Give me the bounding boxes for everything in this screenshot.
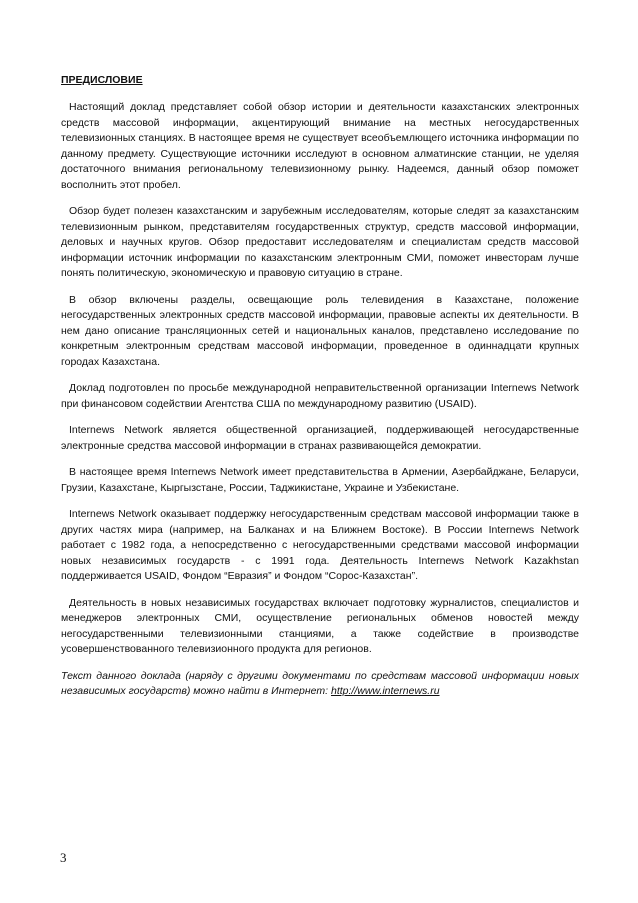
document-page — [61, 73, 579, 700]
page-number: 3 — [60, 850, 67, 865]
paragraph-6: В настоящее время Internews Network имеет представительства в Армении, Азербайджане, Беларуси, Грузии, Казахстане, Кыргызстане, России, Таджикистане, Украине и Узбекистане. — [61, 466, 579, 494]
paragraph-2: Обзор будет полезен казахстанским и зарубежным исследователям, которые следят за казахстанским телевизионным рынком, представителям государственных структур, средств массовой информации, деловых и научных кругов. Обзор предоставит исследователям и специалистам средств массовой информации источник информации по казахстанским электронным СМИ, поможет инвесторам лучше понять политическую, экономическую и правовую ситуацию в стране. — [61, 205, 579, 279]
paragraph-3: В обзор включены разделы, освещающие роль телевидения в Казахстане, положение негосударственных электронных средств массовой информации, правовые аспекты их деятельности. В нем дано описание трансляционных сетей и национальных каналов, представлено исследование по конкретным электронным средствам массовой информации, проведенное в одиннадцати крупных городах Казахстана. — [61, 293, 579, 368]
internews-link[interactable]: http://www.internews.ru — [330, 685, 440, 697]
paragraph-1: Настоящий доклад представляет собой обзор истории и деятельности казахстанских электронных средств массовой информации, акцентирующий внимание на местных негосударственных телевизионных станциях. В настоящее время не существует всеобъемлющего источника информации по данному предмету. Существующие источники исследуют в основном алматинские станции, не уделяя достаточного внимания региональному телевизионному рынку. Надеемся, данный обзор поможет восполнить этот пробел. — [61, 101, 579, 191]
paragraph-8: Деятельность в новых независимых государствах включает подготовку журналистов, специалистов и менеджеров электронных СМИ, осуществление региональных обменов новостей между негосударственными телевизионными станциями, а также содействие в производстве усовершенствованного телевизионного продукта для регионов. — [61, 596, 579, 655]
paragraph-5: Internews Network является общественной организацией, поддерживающей негосударственные электронные средства массовой информации в странах развивающейся демократии. — [61, 424, 579, 452]
footnote — [61, 669, 579, 700]
footnote-text: Текст данного доклада (наряду с другими документами по средствам массовой информации новых независимых государств) можно найти в Интернет: — [61, 669, 579, 697]
paragraph-4: Доклад подготовлен по просьбе международной неправительственной организации Internews Network при финансовом содействии Агентства США по международному развитию (USAID). — [61, 382, 579, 410]
paragraph-7: Internews Network оказывает поддержку негосударственным средствам массовой информации также в других частях мира (например, на Балканах и на Ближнем Востоке). В России Internews Network работает с 1982 года, а непосредственно с негосударственными средствами массовой информации новых независимых государств - с 1991 года. Деятельность Internews Network Kazakhstan поддерживается USAID, Фондом “Евразия” и Фондом “Сорос-Казахстан”. — [61, 508, 579, 582]
section-heading: ПРЕДИСЛОВИЕ — [61, 74, 143, 86]
